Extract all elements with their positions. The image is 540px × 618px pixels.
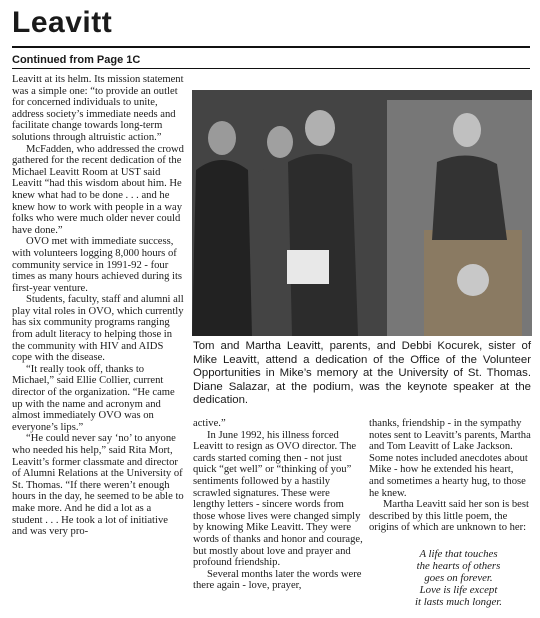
paragraph: thanks, friendship - in the sympathy notes sent to Leavitt’s parents, Martha and Tom Leavitt of Lake Jackson. Some notes included anecdotes about Mike - how he extended his heart, and sometimes a hearty hug, to those he knew.: [369, 418, 531, 499]
photo-caption: Tom and Martha Leavitt, parents, and Debbi Kocurek, sister of Mike Leavitt, attend a dedication of the Office of the Volunteer Opportunities in Mike’s memory at the University of St. Thomas. Diane Salazar, at the podium, was the keynote speaker at the dedication.: [193, 340, 531, 407]
paragraph: Leavitt at its helm. Its mission statement was a simple one: “to provide an outlet for concerned individuals to unite, address society’s immediate needs and facilitate change towards long-term solutions through altruistic action.”: [12, 74, 184, 143]
article-column-3: [369, 418, 531, 534]
dedication-photo: [192, 90, 532, 336]
paragraph: Students, faculty, staff and alumni all play vital roles in OVO, which currently has six community programs ranging from adult literacy to helping those in the community with HIV and AIDS cope with the disease.: [12, 294, 184, 364]
poem: [386, 548, 531, 608]
paragraph: Martha Leavitt said her son is best described by this little poem, the origins of which are unknown to her:: [369, 499, 529, 534]
paragraph: McFadden, who addressed the crowd gathered for the recent dedication of the Michael Leavitt Room at UST said Leavitt “had this wisdom about him. He knew what had to be done . . . and he knew how to work with people in a way folks who were much older never could have done.”: [12, 143, 184, 236]
article-headline: Leavitt: [12, 6, 113, 39]
paragraph: Several months later the words were there again - love, prayer,: [193, 568, 362, 592]
paragraph: OVO met with immediate success, with volunteers logging 8,000 hours of community service in 1991-92 - four times as many hours achieved during its first-year venture.: [12, 236, 183, 294]
headline-rule-top: [12, 46, 530, 48]
poem-line: A life that touches: [419, 548, 498, 560]
continued-label: Continued from Page 1C: [12, 54, 141, 66]
paragraph: “He could never say ‘no’ to anyone who needed his help,” said Rita Mort, Leavitt’s former classmate and director of Alumni Relations at the University of St. Thomas. “If there weren’t enough hours in the day, he seemed to be able to make more. And he did a lot as a student . . . He took a lot of initiative and was very pro-: [12, 433, 184, 538]
paragraph: “It really took off, thanks to Michael,” said Ellie Collier, current director of the organization. “He came up with the name and acronym and almost immediately OVO was on everyone’s lips.”: [12, 363, 175, 433]
article-column-1: [12, 74, 184, 538]
article-column-2: [193, 418, 363, 592]
poem-line: Love is life except: [419, 584, 498, 596]
poem-line: it lasts much longer.: [415, 596, 502, 608]
poem-line: the hearts of others: [416, 560, 501, 572]
headline-rule-bottom: [12, 68, 530, 69]
poem-line: goes on forever.: [424, 572, 493, 584]
paragraph: active.”: [193, 418, 226, 429]
paragraph: In June 1992, his illness forced Leavitt to resign as OVO director. The cards started coming then - not just quick “get well” or “thinking of you” sentiments followed by a hastily scrawled signatures. These were lengthy letters - sincere words from those whose lives were changed simply by knowing Mike Leavitt. They were words of thanks and honor and courage, but mostly about love and prayer and profound friendship.: [193, 429, 363, 569]
